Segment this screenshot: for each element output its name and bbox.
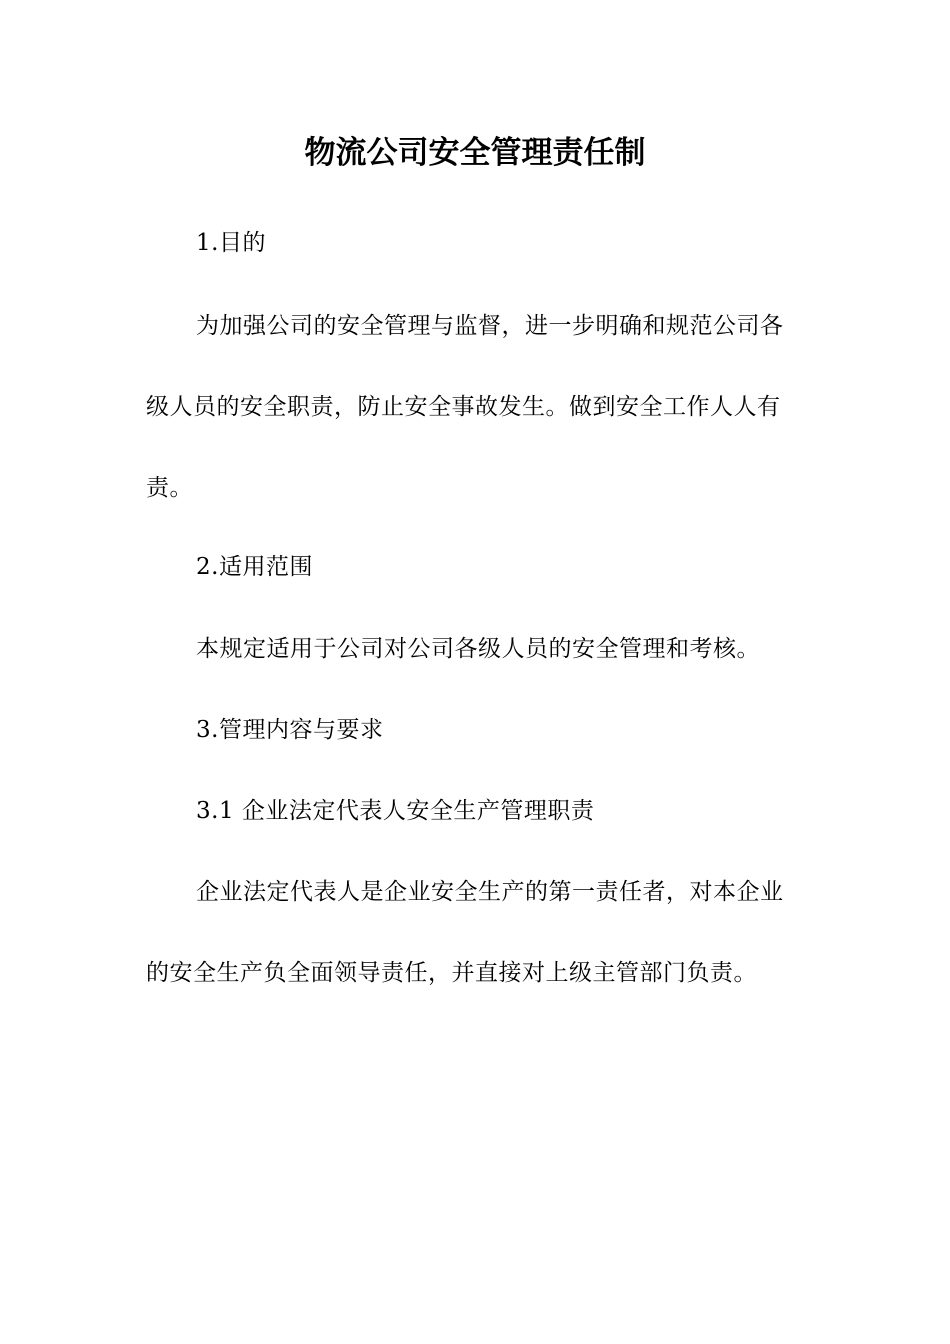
section-heading-management: 3.管理内容与要求 [196,717,384,743]
paragraph-legal-rep: 企业法定代表人是企业安全生产的第一责任者，对本企业的安全生产负全面领导责任，并直接对上级主管部门负责。 [146,879,784,986]
paragraph-scope: 本规定适用于公司对公司各级人员的安全管理和考核。 [196,636,760,662]
paragraph-purpose: 为加强公司的安全管理与监督，进一步明确和规范公司各级人员的安全职责，防止安全事故发生。做到安全工作人人有责。 [146,313,784,501]
document-title: 物流公司安全管理责任制 [304,135,646,171]
section-heading-purpose: 1.目的 [196,230,266,256]
section-heading-scope: 2.适用范围 [196,554,313,580]
subsection-heading-legal-rep: 3.1 企业法定代表人安全生产管理职责 [196,798,595,824]
